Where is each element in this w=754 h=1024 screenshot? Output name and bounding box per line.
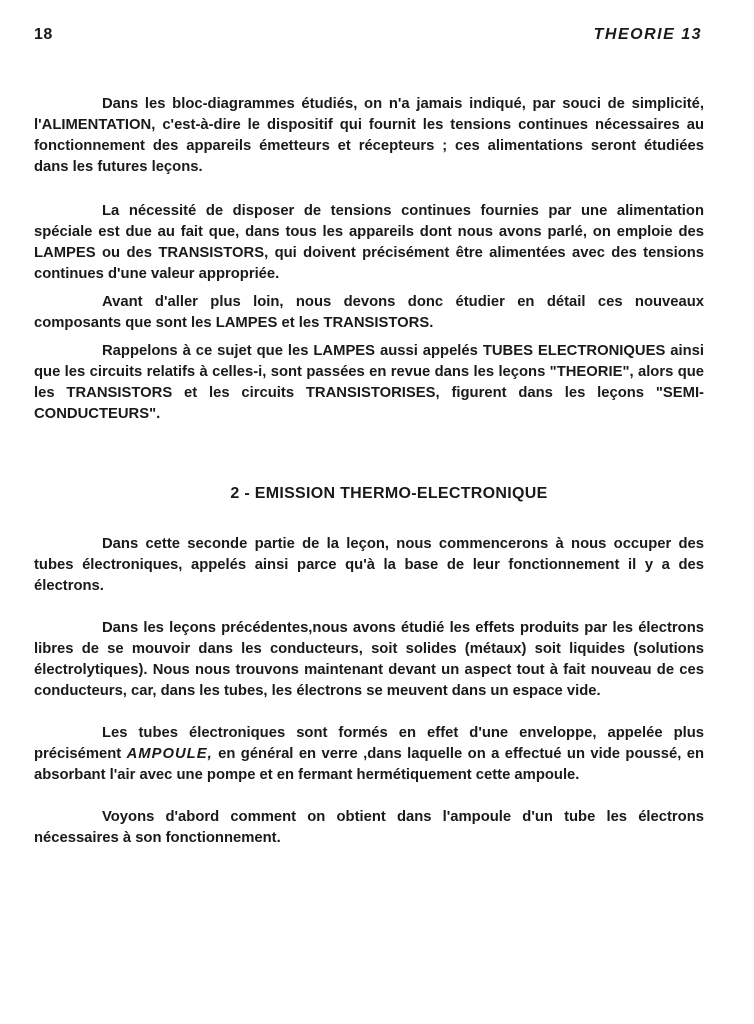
paragraph-ampoule (34, 723, 704, 786)
section-heading: 2 - EMISSION THERMO-ELECTRONIQUE (230, 485, 548, 502)
ampoule-text-before: Les tubes électroniques sont formés en effet d'une enveloppe, appelée plus précisément (34, 725, 704, 762)
page-header (34, 26, 702, 48)
paragraph-lecons-precedentes: Dans les leçons précédentes,nous avons étudié les effets produits par les électrons libres de se mouvoir dans les conducteurs, soit solides (métaux) soit liquides (solutions électrolytiques). Nous nous trouvons maintenant devant un aspect tout à fait nouveau de ces conducteurs, car, dans les tubes, les électrons se meuvent dans un espace vide. (34, 620, 704, 699)
paragraph-voyons: Voyons d'abord comment on obtient dans l'ampoule d'un tube les électrons nécessaires à son fonctionnement. (34, 809, 704, 846)
paragraph-seconde-partie: Dans cette seconde partie de la leçon, nous commencerons à nous occuper des tubes électroniques, appelés ainsi parce qu'à la base de leur fonctionnement il y a des électrons. (34, 536, 704, 594)
ampoule-term: AMPOULE, (126, 746, 213, 762)
page-number: 18 (34, 26, 53, 43)
ampoule-text-after: en général en verre ,dans laquelle on a effectué un vide poussé, en absorbant l'air avec une pompe et en fermant hermétiquement cette ampoule. (34, 746, 704, 783)
running-title: THEORIE 13 (593, 26, 702, 43)
paragraph-tensions-continues: La nécessité de disposer de tensions continues fournies par une alimentation spéciale est due au fait que, dans tous les appareils dont nous avons parlé, on emploie des LAMPES ou des TRANSISTORS, qui doivent précisément être alimentées avec des tensions continues d'une valeur appropriée. (34, 203, 704, 282)
paragraph-avant-d-aller: Avant d'aller plus loin, nous devons donc étudier en détail ces nouveaux composants que sont les LAMPES et les TRANSISTORS. (34, 294, 704, 331)
paragraph-alimentation: Dans les bloc-diagrammes étudiés, on n'a jamais indiqué, par souci de simplicité, l'ALIMENTATION, c'est-à-dire le dispositif qui fournit les tensions continues nécessaires au fonctionnement des appareils émetteurs et récepteurs ; ces alimentations seront étudiées dans les futures leçons. (34, 96, 704, 175)
page-body (34, 94, 704, 849)
paragraph-rappelons: Rappelons à ce sujet que les LAMPES aussi appelés TUBES ELECTRONIQUES ainsi que les circuits relatifs à celles-i, sont passées en revue dans les leçons "THEORIE", alors que les TRANSISTORS et les circuits TRANSISTORISES, figurent dans les leçons "SEMI-CONDUCTEURS". (34, 343, 704, 422)
